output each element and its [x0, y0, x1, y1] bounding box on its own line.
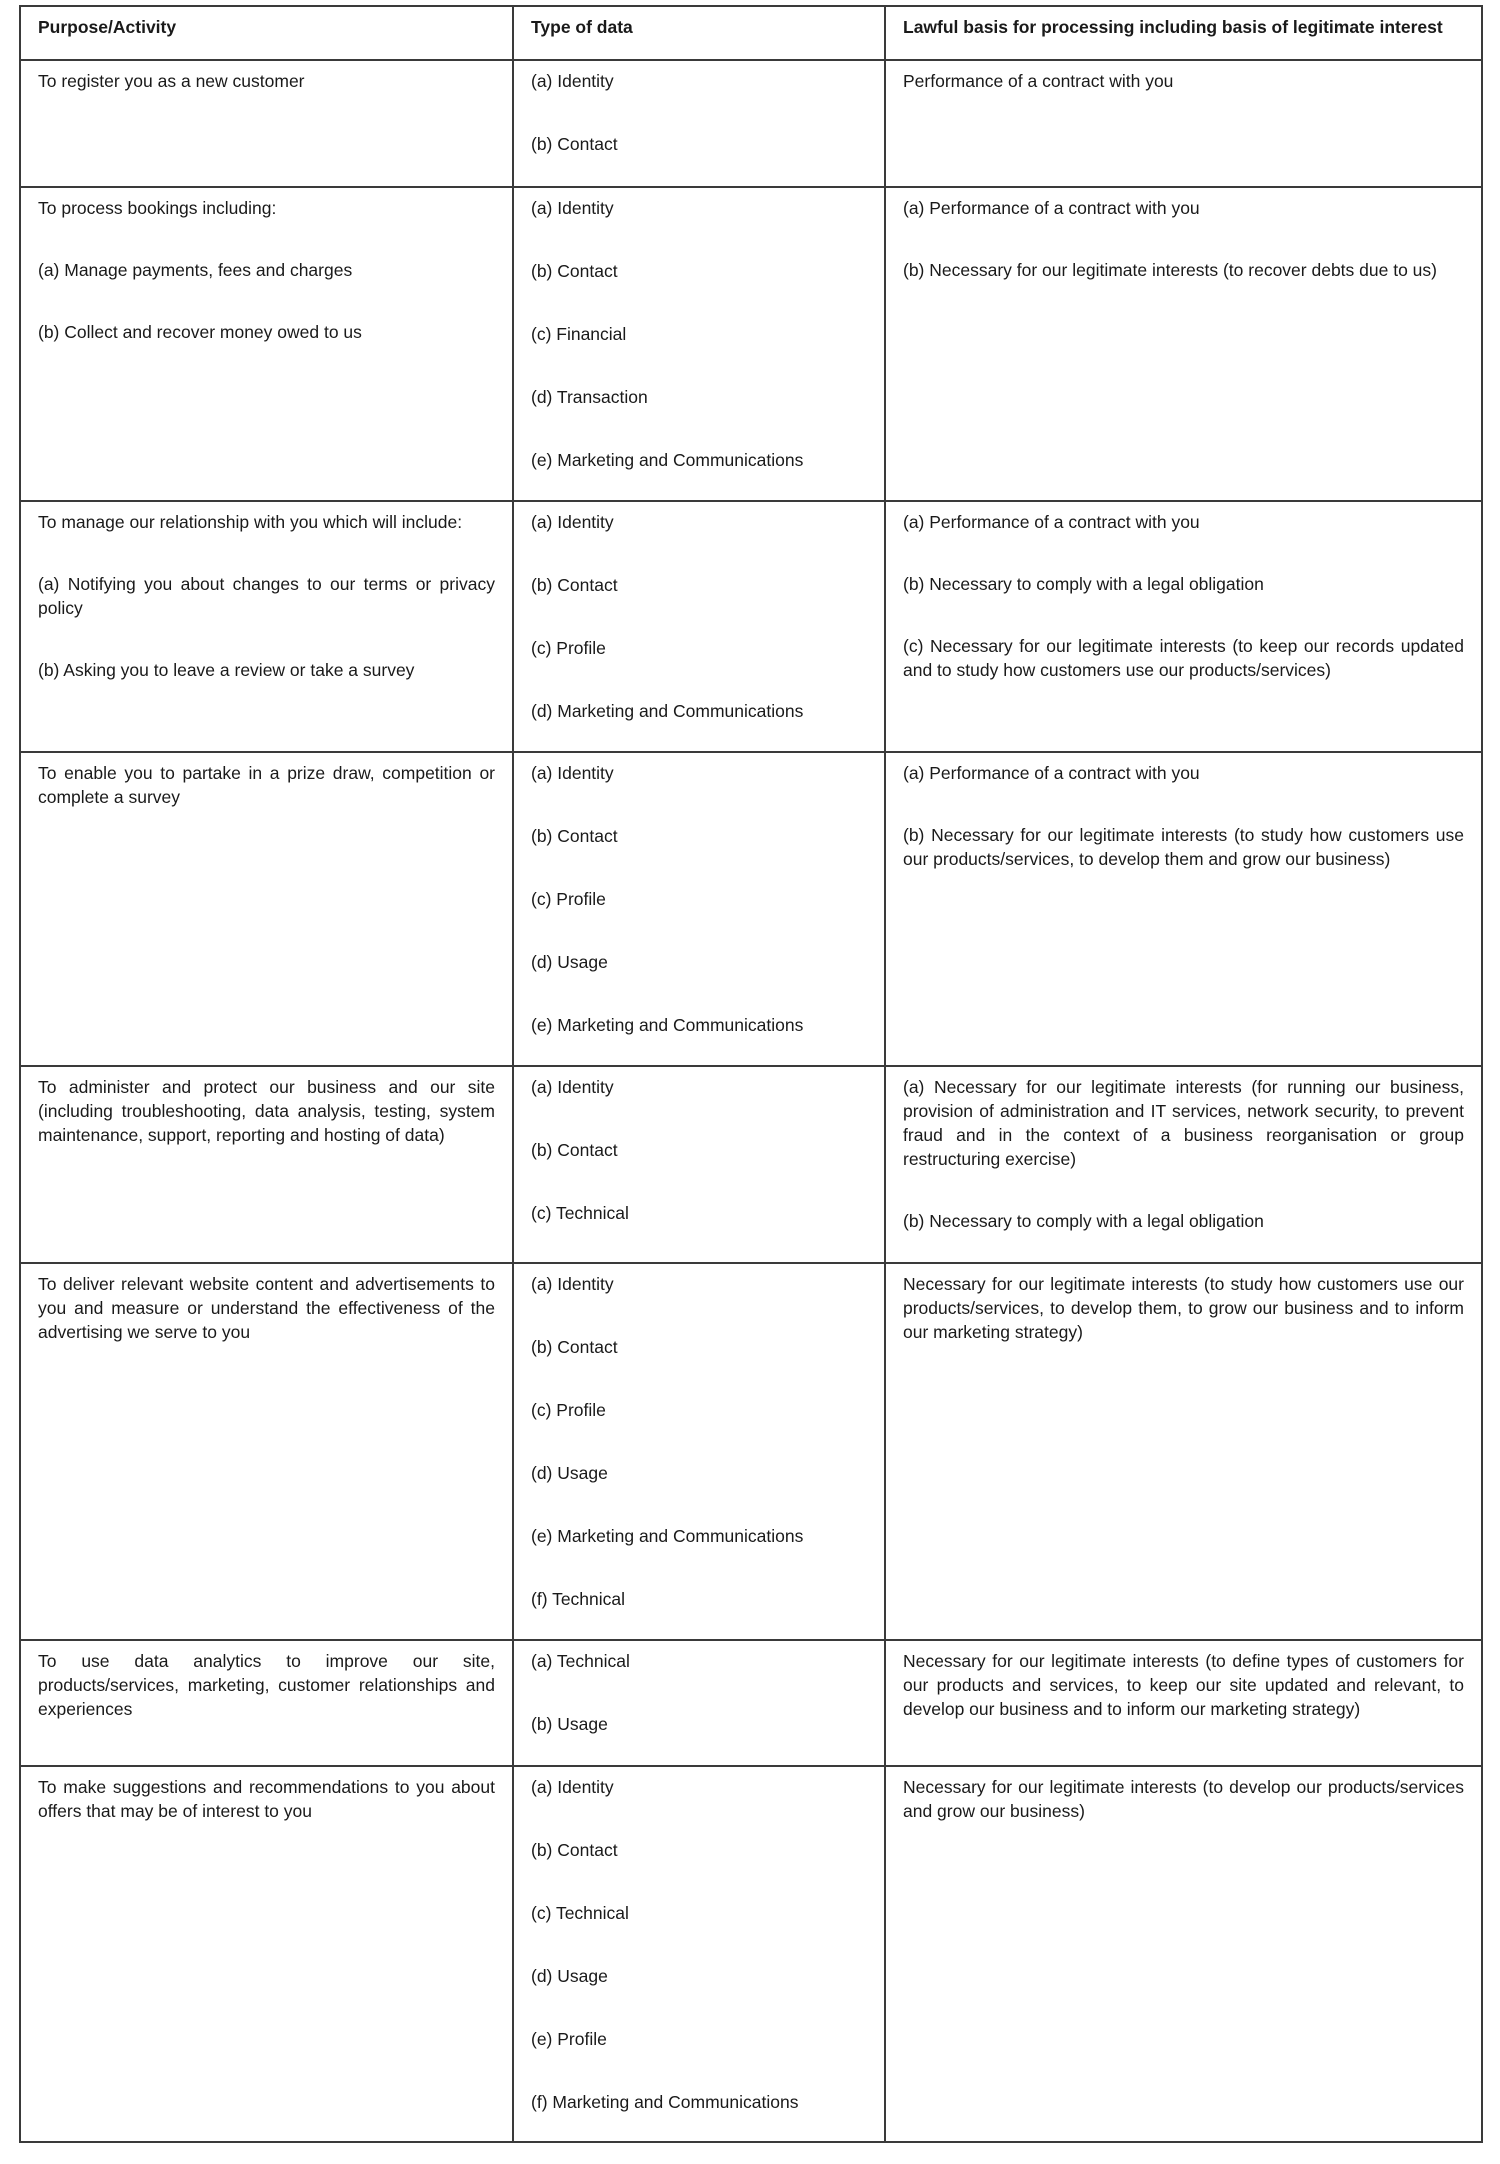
basis-cell [885, 1066, 1482, 1263]
type-cell-text: (e) Marketing and Communications [531, 1526, 804, 1546]
purpose-cell-text: (b) Asking you to leave a review or take a survey [38, 660, 415, 680]
type-cell-text: (c) Profile [531, 1400, 606, 1420]
type-cell [513, 1640, 885, 1766]
table-row [20, 501, 1482, 752]
purpose-cell [20, 752, 513, 1066]
type-cell [513, 60, 885, 187]
basis-cell-text: (b) Necessary to comply with a legal obligation [903, 574, 1264, 594]
type-cell-text: (b) Contact [531, 261, 618, 281]
purpose-cell-text: (a) Manage payments, fees and charges [38, 260, 353, 280]
type-cell-text: (b) Contact [531, 134, 618, 154]
basis-cell [885, 1766, 1482, 2142]
basis-cell-text: Necessary for our legitimate interests (to define types of customers for our products and services, to keep our site updated and relevant, to develop our business and to inform our marketing strategy) [903, 1651, 1464, 1719]
basis-cell [885, 501, 1482, 752]
type-cell-text: (a) Identity [531, 198, 614, 218]
type-cell-text: (b) Contact [531, 1140, 618, 1160]
type-cell-text: (f) Technical [531, 1589, 626, 1609]
purpose-cell-text: To use data analytics to improve our site, products/services, marketing, customer relationships and experiences [38, 1651, 495, 1719]
basis-cell-text: (b) Necessary for our legitimate interests (to study how customers use our products/services, to develop them and grow our business) [903, 825, 1464, 869]
purpose-cell-text: To process bookings including: [38, 198, 277, 218]
type-cell-text: (c) Technical [531, 1203, 629, 1223]
purpose-cell [20, 1640, 513, 1766]
lawful-basis-table [19, 5, 1483, 2143]
type-cell [513, 1766, 885, 2142]
header-type: Type of data [513, 6, 885, 60]
type-cell-text: (e) Profile [531, 2029, 607, 2049]
type-cell-text: (b) Contact [531, 1337, 618, 1357]
type-cell-text: (d) Usage [531, 1966, 608, 1986]
purpose-cell [20, 501, 513, 752]
purpose-cell [20, 1263, 513, 1640]
type-cell-text: (d) Marketing and Communications [531, 701, 804, 721]
table-row [20, 1066, 1482, 1263]
type-cell-text: (c) Financial [531, 324, 627, 344]
basis-cell-text: (b) Necessary for our legitimate interests (to recover debts due to us) [903, 260, 1437, 280]
table-row [20, 187, 1482, 501]
type-cell-text: (a) Technical [531, 1651, 630, 1671]
type-cell-text: (a) Identity [531, 763, 614, 783]
type-cell-text: (a) Identity [531, 1274, 614, 1294]
type-cell-text: (d) Usage [531, 1463, 608, 1483]
purpose-cell-text: To deliver relevant website content and advertisements to you and measure or understand the effectiveness of the advertising we serve to you [38, 1274, 495, 1342]
basis-cell-text: (c) Necessary for our legitimate interests (to keep our records updated and to study how customers use our products/services) [903, 636, 1464, 680]
purpose-cell-text: (b) Collect and recover money owed to us [38, 322, 362, 342]
header-basis: Lawful basis for processing including basis of legitimate interest [885, 6, 1482, 60]
purpose-cell [20, 1766, 513, 2142]
basis-cell-text: Necessary for our legitimate interests (to study how customers use our products/services, to develop them, to grow our business and to inform our marketing strategy) [903, 1274, 1464, 1342]
table-body [20, 60, 1482, 2142]
type-cell [513, 752, 885, 1066]
type-cell [513, 1066, 885, 1263]
basis-cell-text: (a) Performance of a contract with you [903, 198, 1200, 218]
type-cell [513, 501, 885, 752]
purpose-cell-text: (a) Notifying you about changes to our terms or privacy policy [38, 574, 495, 618]
type-cell-text: (d) Usage [531, 952, 608, 972]
basis-cell-text: Necessary for our legitimate interests (to develop our products/services and grow our business) [903, 1777, 1464, 1821]
table-row [20, 1263, 1482, 1640]
type-cell-text: (b) Contact [531, 575, 618, 595]
basis-cell-text: (a) Performance of a contract with you [903, 763, 1200, 783]
type-cell-text: (c) Profile [531, 889, 606, 909]
table-row [20, 1640, 1482, 1766]
type-cell-text: (b) Contact [531, 1840, 618, 1860]
type-cell-text: (b) Usage [531, 1714, 608, 1734]
type-cell-text: (f) Marketing and Communications [531, 2092, 799, 2112]
purpose-cell-text: To make suggestions and recommendations to you about offers that may be of interest to you [38, 1777, 495, 1821]
purpose-cell [20, 1066, 513, 1263]
type-cell [513, 1263, 885, 1640]
basis-cell-text: Performance of a contract with you [903, 71, 1174, 91]
basis-cell-text: (a) Performance of a contract with you [903, 512, 1200, 532]
basis-cell [885, 752, 1482, 1066]
basis-cell [885, 1640, 1482, 1766]
header-purpose: Purpose/Activity [20, 6, 513, 60]
purpose-cell-text: To manage our relationship with you which will include: [38, 512, 463, 532]
type-cell-text: (a) Identity [531, 1077, 614, 1097]
header-row [20, 6, 1482, 60]
table-row [20, 1766, 1482, 2142]
basis-cell [885, 1263, 1482, 1640]
purpose-cell-text: To enable you to partake in a prize draw, competition or complete a survey [38, 763, 495, 807]
type-cell-text: (b) Contact [531, 826, 618, 846]
purpose-cell [20, 60, 513, 187]
type-cell-text: (e) Marketing and Communications [531, 1015, 804, 1035]
type-cell [513, 187, 885, 501]
purpose-cell [20, 187, 513, 501]
purpose-cell-text: To administer and protect our business and our site (including troubleshooting, data analysis, testing, system maintenance, support, reporting and hosting of data) [38, 1077, 495, 1145]
basis-cell [885, 60, 1482, 187]
type-cell-text: (c) Technical [531, 1903, 629, 1923]
type-cell-text: (a) Identity [531, 1777, 614, 1797]
type-cell-text: (a) Identity [531, 71, 614, 91]
purpose-cell-text: To register you as a new customer [38, 71, 305, 91]
type-cell-text: (c) Profile [531, 638, 606, 658]
type-cell-text: (d) Transaction [531, 387, 648, 407]
table-row [20, 60, 1482, 187]
basis-cell-text: (a) Necessary for our legitimate interests (for running our business, provision of administration and IT services, network security, to prevent fraud and in the context of a business reorganisation or group restructuring exercise) [903, 1077, 1464, 1169]
type-cell-text: (a) Identity [531, 512, 614, 532]
table-row [20, 752, 1482, 1066]
basis-cell [885, 187, 1482, 501]
type-cell-text: (e) Marketing and Communications [531, 450, 804, 470]
basis-cell-text: (b) Necessary to comply with a legal obligation [903, 1211, 1264, 1231]
